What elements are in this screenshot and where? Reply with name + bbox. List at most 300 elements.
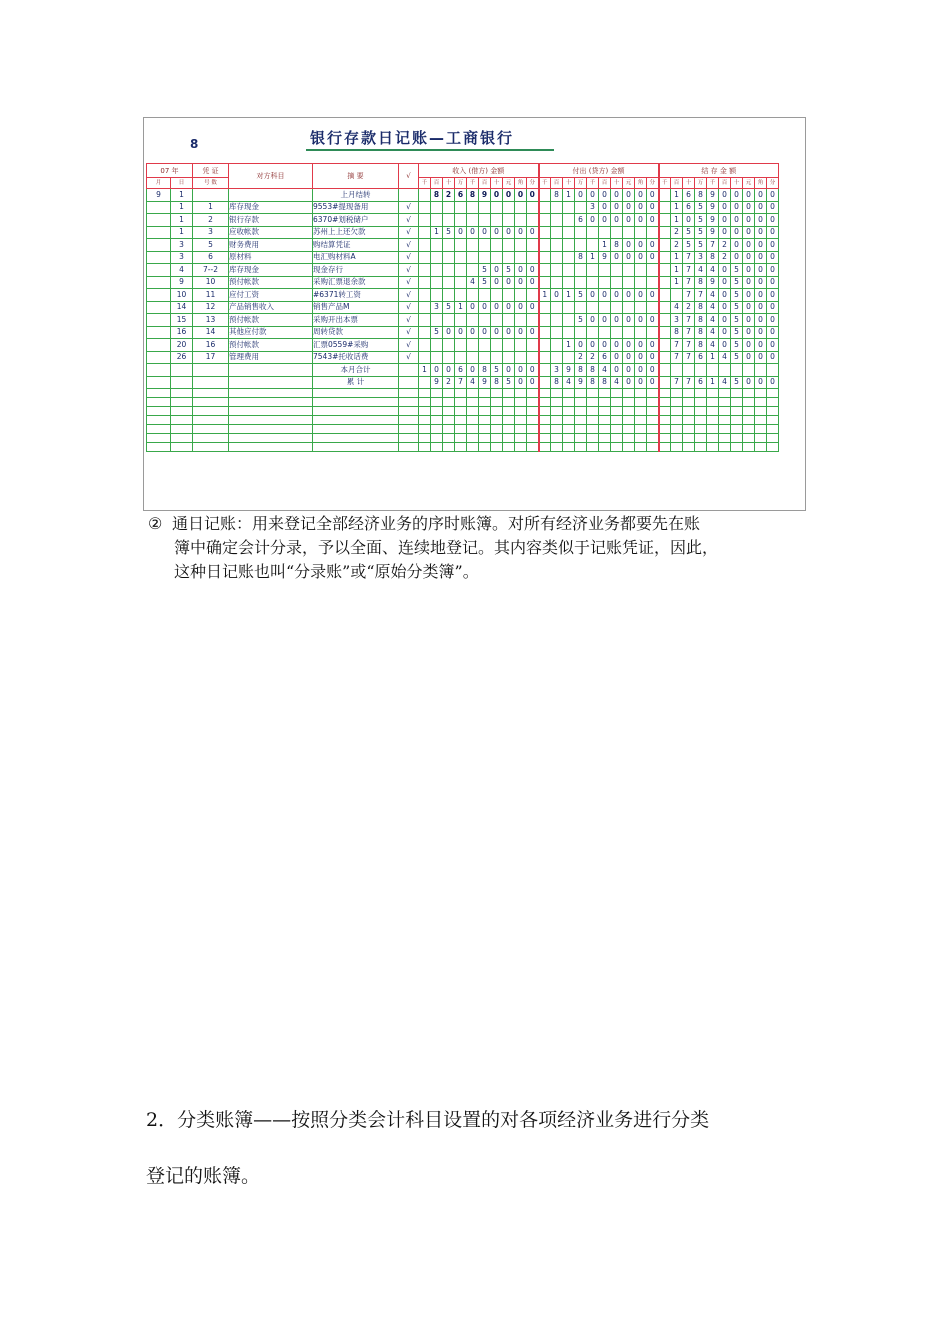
empty-cell [503, 407, 515, 416]
amount-digit: 5 [731, 351, 743, 364]
cell-account: 应收帐款 [229, 226, 313, 239]
cell-month [147, 326, 171, 339]
amount-digit [467, 264, 479, 277]
empty-cell [515, 389, 527, 398]
amount-digit [635, 226, 647, 239]
amount-digit: 1 [599, 239, 611, 252]
amount-digit: 0 [479, 226, 491, 239]
amount-digit: 2 [575, 351, 587, 364]
ledger-row [147, 364, 779, 377]
empty-cell [539, 407, 551, 416]
empty-cell [683, 416, 695, 425]
amount-digit: 0 [599, 189, 611, 202]
amount-digit: 0 [491, 189, 503, 202]
cell-month [147, 251, 171, 264]
empty-cell [719, 425, 731, 434]
amount-digit: 4 [563, 376, 575, 389]
amount-digit: 0 [719, 326, 731, 339]
empty-cell [767, 443, 779, 452]
amount-digit: 2 [671, 226, 683, 239]
empty-cell [171, 443, 193, 452]
empty-cell [171, 434, 193, 443]
amount-digit: 1 [539, 289, 551, 302]
section-paragraph [146, 1092, 816, 1204]
amount-digit [599, 264, 611, 277]
amount-digit: 0 [743, 289, 755, 302]
empty-cell [431, 398, 443, 407]
cell-account [229, 364, 313, 377]
empty-cell [695, 434, 707, 443]
amount-digit [503, 201, 515, 214]
amount-digit: 8 [695, 326, 707, 339]
header-digit: 百 [719, 178, 731, 189]
empty-cell [527, 407, 539, 416]
header-digit: 百 [479, 178, 491, 189]
amount-digit [599, 226, 611, 239]
amount-digit: 0 [587, 339, 599, 352]
amount-digit: 7 [707, 239, 719, 252]
amount-digit: 8 [695, 301, 707, 314]
empty-cell [623, 389, 635, 398]
cell-month [147, 351, 171, 364]
empty-cell [539, 434, 551, 443]
cell-voucher: 14 [193, 326, 229, 339]
empty-cell [563, 434, 575, 443]
empty-cell [671, 416, 683, 425]
empty-cell [707, 425, 719, 434]
amount-digit: 1 [707, 376, 719, 389]
amount-digit [515, 339, 527, 352]
empty-cell [623, 407, 635, 416]
amount-digit: 6 [455, 189, 467, 202]
cell-month [147, 264, 171, 277]
empty-cell [467, 407, 479, 416]
empty-cell [491, 398, 503, 407]
amount-digit: 0 [611, 364, 623, 377]
cell-day: 1 [171, 226, 193, 239]
empty-cell [731, 389, 743, 398]
amount-digit [467, 251, 479, 264]
empty-cell [399, 416, 419, 425]
amount-digit [491, 214, 503, 227]
amount-digit [491, 314, 503, 327]
header-voucher: 凭 证 [193, 164, 229, 178]
empty-cell [467, 443, 479, 452]
amount-digit: 1 [563, 339, 575, 352]
amount-digit: 8 [695, 339, 707, 352]
amount-digit: 0 [767, 264, 779, 277]
amount-digit [551, 314, 563, 327]
amount-digit: 4 [707, 289, 719, 302]
amount-digit [431, 276, 443, 289]
cell-day: 9 [171, 276, 193, 289]
amount-digit: 0 [575, 189, 587, 202]
amount-digit [419, 214, 431, 227]
amount-digit: 8 [671, 326, 683, 339]
amount-digit [767, 364, 779, 377]
cell-summary: 上月结转 [313, 189, 399, 202]
amount-digit: 0 [623, 239, 635, 252]
amount-digit [431, 214, 443, 227]
amount-digit: 3 [551, 364, 563, 377]
amount-digit: 0 [599, 314, 611, 327]
amount-digit: 0 [515, 226, 527, 239]
amount-digit: 0 [623, 201, 635, 214]
amount-digit [551, 351, 563, 364]
amount-digit: 0 [755, 376, 767, 389]
cell-voucher: 10 [193, 276, 229, 289]
amount-digit: 9 [599, 251, 611, 264]
empty-cell [587, 416, 599, 425]
amount-digit: 1 [587, 251, 599, 264]
empty-cell [767, 407, 779, 416]
amount-digit [563, 201, 575, 214]
amount-digit [431, 289, 443, 302]
amount-digit: 0 [635, 189, 647, 202]
amount-digit [419, 251, 431, 264]
amount-digit [539, 314, 551, 327]
ledger-row [147, 314, 779, 327]
amount-digit [563, 264, 575, 277]
amount-digit [503, 339, 515, 352]
empty-cell [743, 407, 755, 416]
empty-cell [611, 425, 623, 434]
header-digit: 千 [419, 178, 431, 189]
amount-digit: 3 [695, 251, 707, 264]
amount-digit: 1 [455, 301, 467, 314]
amount-digit: 0 [455, 226, 467, 239]
empty-cell [455, 443, 467, 452]
amount-digit [659, 314, 671, 327]
header-year: 07 年 [147, 164, 193, 178]
amount-digit [611, 264, 623, 277]
cell-voucher: 12 [193, 301, 229, 314]
amount-digit [563, 301, 575, 314]
empty-cell [229, 443, 313, 452]
amount-digit: 5 [731, 289, 743, 302]
amount-digit [539, 376, 551, 389]
amount-digit [575, 239, 587, 252]
amount-digit [575, 326, 587, 339]
amount-digit [467, 201, 479, 214]
header-digit: 百 [551, 178, 563, 189]
cell-check: √ [399, 226, 419, 239]
empty-cell [229, 389, 313, 398]
empty-cell [147, 407, 171, 416]
amount-digit: 1 [419, 364, 431, 377]
empty-cell [431, 443, 443, 452]
amount-digit: 0 [647, 351, 659, 364]
amount-digit [611, 226, 623, 239]
empty-cell [443, 407, 455, 416]
cell-day: 3 [171, 239, 193, 252]
empty-cell [587, 434, 599, 443]
amount-digit [503, 289, 515, 302]
empty-cell [647, 425, 659, 434]
empty-cell [491, 434, 503, 443]
empty-cell [539, 398, 551, 407]
header-digit: 千 [587, 178, 599, 189]
ledger-row [147, 226, 779, 239]
amount-digit [551, 264, 563, 277]
amount-digit [491, 201, 503, 214]
amount-digit: 0 [755, 301, 767, 314]
amount-digit [743, 364, 755, 377]
amount-digit: 0 [767, 226, 779, 239]
header-account: 对方科目 [229, 164, 313, 189]
amount-digit [491, 289, 503, 302]
header-digit: 角 [755, 178, 767, 189]
amount-digit [443, 201, 455, 214]
amount-digit [611, 276, 623, 289]
amount-digit [503, 251, 515, 264]
amount-digit: 9 [707, 189, 719, 202]
amount-digit [515, 289, 527, 302]
cell-month: 9 [147, 189, 171, 202]
header-digit: 分 [647, 178, 659, 189]
amount-digit: 8 [707, 251, 719, 264]
amount-digit [527, 201, 539, 214]
empty-cell [171, 398, 193, 407]
cell-summary: 采购开出本票 [313, 314, 399, 327]
empty-cell [419, 425, 431, 434]
amount-digit [443, 339, 455, 352]
empty-cell [707, 389, 719, 398]
empty-cell [731, 425, 743, 434]
empty-cell [755, 389, 767, 398]
amount-digit: 9 [479, 376, 491, 389]
header-digit: 十 [611, 178, 623, 189]
empty-cell [635, 434, 647, 443]
amount-digit: 2 [719, 239, 731, 252]
ledger-row [147, 264, 779, 277]
amount-digit [419, 226, 431, 239]
cell-day [171, 376, 193, 389]
cell-summary: 本月合计 [313, 364, 399, 377]
cell-account: 产品销售收入 [229, 301, 313, 314]
amount-digit: 0 [491, 226, 503, 239]
empty-cell [767, 398, 779, 407]
empty-cell [147, 443, 171, 452]
empty-cell [399, 407, 419, 416]
amount-digit: 5 [443, 301, 455, 314]
amount-digit: 0 [767, 326, 779, 339]
amount-digit [455, 289, 467, 302]
amount-digit: 0 [743, 276, 755, 289]
empty-cell [659, 434, 671, 443]
amount-digit [467, 351, 479, 364]
amount-digit: 0 [719, 201, 731, 214]
cell-voucher: 1 [193, 201, 229, 214]
amount-digit [611, 326, 623, 339]
amount-digit [539, 351, 551, 364]
amount-digit: 0 [503, 364, 515, 377]
amount-digit [635, 264, 647, 277]
amount-digit: 0 [503, 189, 515, 202]
empty-cell [467, 434, 479, 443]
amount-digit: 1 [671, 201, 683, 214]
amount-digit: 1 [671, 276, 683, 289]
empty-cell [527, 416, 539, 425]
amount-digit: 0 [767, 276, 779, 289]
amount-digit: 6 [455, 364, 467, 377]
empty-cell [313, 389, 399, 398]
empty-cell [515, 407, 527, 416]
header-income: 收入 (借方) 金额 [419, 164, 539, 178]
amount-digit [659, 276, 671, 289]
amount-digit: 0 [515, 276, 527, 289]
empty-cell [147, 416, 171, 425]
empty-cell [193, 425, 229, 434]
amount-digit [563, 251, 575, 264]
amount-digit [467, 314, 479, 327]
amount-digit [647, 276, 659, 289]
amount-digit [683, 364, 695, 377]
amount-digit [515, 201, 527, 214]
amount-digit: 8 [479, 364, 491, 377]
amount-digit [431, 251, 443, 264]
empty-cell [455, 416, 467, 425]
amount-digit: 9 [431, 376, 443, 389]
empty-cell [611, 434, 623, 443]
cell-summary: 电汇购材料A [313, 251, 399, 264]
cell-check: √ [399, 326, 419, 339]
amount-digit: 8 [575, 251, 587, 264]
header-digit: 万 [695, 178, 707, 189]
empty-cell [695, 443, 707, 452]
empty-cell [539, 443, 551, 452]
empty-cell [623, 443, 635, 452]
amount-digit [491, 251, 503, 264]
empty-cell [443, 389, 455, 398]
amount-digit [515, 214, 527, 227]
amount-digit [707, 364, 719, 377]
amount-digit: 0 [587, 189, 599, 202]
amount-digit: 8 [431, 189, 443, 202]
amount-digit [455, 214, 467, 227]
ledger-row [147, 239, 779, 252]
amount-digit [695, 364, 707, 377]
empty-cell [479, 389, 491, 398]
empty-cell [743, 389, 755, 398]
empty-cell [611, 443, 623, 452]
amount-digit: 5 [431, 326, 443, 339]
amount-digit: 0 [515, 189, 527, 202]
empty-cell [743, 398, 755, 407]
amount-digit: 0 [443, 364, 455, 377]
empty-cell [683, 407, 695, 416]
header-digit: 百 [431, 178, 443, 189]
amount-digit: 0 [743, 264, 755, 277]
amount-digit: 8 [587, 364, 599, 377]
empty-cell [491, 416, 503, 425]
cell-summary: 购结算凭证 [313, 239, 399, 252]
empty-cell [229, 407, 313, 416]
amount-digit: 0 [599, 289, 611, 302]
empty-cell [443, 443, 455, 452]
amount-digit [551, 251, 563, 264]
header-digit: 分 [527, 178, 539, 189]
empty-cell [755, 416, 767, 425]
amount-digit [443, 214, 455, 227]
empty-cell [611, 407, 623, 416]
amount-digit: 0 [719, 264, 731, 277]
amount-digit [647, 301, 659, 314]
amount-digit: 0 [731, 214, 743, 227]
empty-cell [563, 407, 575, 416]
amount-digit [671, 364, 683, 377]
amount-digit [443, 251, 455, 264]
amount-digit: 8 [575, 364, 587, 377]
header-digit: 十 [683, 178, 695, 189]
amount-digit: 0 [743, 251, 755, 264]
amount-digit: 9 [563, 364, 575, 377]
empty-cell [695, 398, 707, 407]
empty-cell [575, 425, 587, 434]
ledger-row [147, 289, 779, 302]
section-line-1: 2．分类账簿——按照分类会计科目设置的对各项经济业务进行分类 [146, 1109, 710, 1131]
empty-cell [743, 443, 755, 452]
empty-cell [491, 443, 503, 452]
empty-cell [313, 434, 399, 443]
amount-digit: 0 [743, 214, 755, 227]
amount-digit: 9 [707, 226, 719, 239]
amount-digit: 0 [527, 189, 539, 202]
empty-cell [659, 407, 671, 416]
cell-day: 14 [171, 301, 193, 314]
empty-cell [719, 407, 731, 416]
empty-cell [419, 416, 431, 425]
amount-digit [587, 276, 599, 289]
empty-cell [551, 443, 563, 452]
cell-voucher [193, 376, 229, 389]
empty-cell [647, 443, 659, 452]
amount-digit: 0 [767, 214, 779, 227]
amount-digit: 0 [587, 214, 599, 227]
amount-digit: 5 [695, 214, 707, 227]
amount-digit [563, 351, 575, 364]
amount-digit: 5 [503, 264, 515, 277]
amount-digit [563, 314, 575, 327]
amount-digit [479, 239, 491, 252]
amount-digit: 0 [743, 326, 755, 339]
cell-day: 3 [171, 251, 193, 264]
amount-digit [539, 301, 551, 314]
header-digit: 角 [635, 178, 647, 189]
amount-digit [419, 201, 431, 214]
cell-voucher [193, 364, 229, 377]
empty-cell [599, 425, 611, 434]
empty-cell [599, 389, 611, 398]
amount-digit [431, 351, 443, 364]
amount-digit: 0 [491, 276, 503, 289]
cell-account: 库存现金 [229, 201, 313, 214]
empty-cell [479, 398, 491, 407]
cell-account: 预付帐款 [229, 276, 313, 289]
amount-digit: 0 [647, 364, 659, 377]
empty-cell [755, 434, 767, 443]
empty-cell [313, 398, 399, 407]
amount-digit [563, 239, 575, 252]
empty-cell [599, 407, 611, 416]
amount-digit: 0 [755, 326, 767, 339]
cell-check [399, 364, 419, 377]
empty-cell [515, 398, 527, 407]
empty-cell [587, 389, 599, 398]
amount-digit: 0 [755, 239, 767, 252]
amount-digit [455, 239, 467, 252]
empty-cell [551, 398, 563, 407]
